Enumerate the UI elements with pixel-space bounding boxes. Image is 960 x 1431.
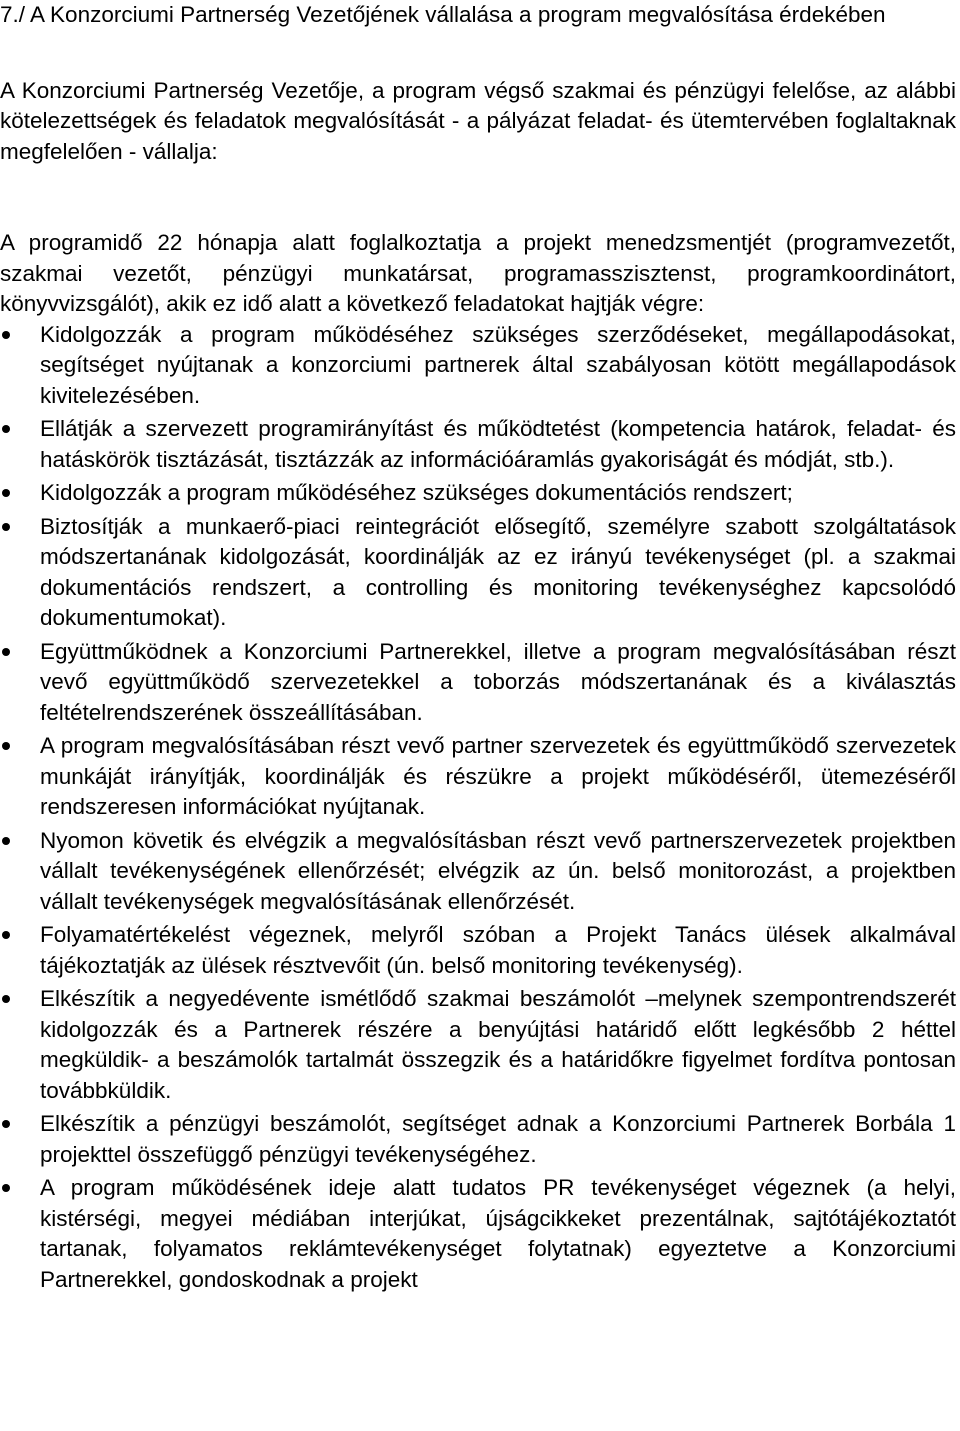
list-item: [0, 1173, 956, 1295]
list-item: [0, 984, 956, 1106]
list-item: [0, 478, 956, 509]
bullet-icon: [2, 931, 10, 939]
list-item-text: A program megvalósításában részt vevő partner szervezetek és együttműködő szervezetek munkáját irányítják, koordinálják és részükre a projekt működéséről, ütemezéséről rendszeresen információkat nyújtanak.: [40, 733, 956, 819]
bullet-icon: [2, 837, 10, 845]
list-item: [0, 826, 956, 918]
bullet-icon: [2, 1120, 10, 1128]
list-item: [0, 920, 956, 981]
list-item: [0, 637, 956, 729]
body-paragraph: A programidő 22 hónapja alatt foglalkoztatja a projekt menedzsmentjét (programvezetőt, szakmai vezetőt, pénzügyi munkatársat, programasszisztenst, programkoordinátort, könyvvizsgálót), akik ez idő alatt a következő feladatokat hajtják végre:: [0, 230, 956, 316]
list-item-text: Biztosítják a munkaerő-piaci reintegrációt elősegítő, személyre szabott szolgáltatások módszertanának kidolgozását, koordinálják az ez irányú tevékenységet (pl. a szakmai dokumentációs rendszert, a controlling és monitoring tevékenységhez kapcsolódó dokumentumokat).: [40, 513, 956, 630]
task-list: [0, 320, 956, 1296]
list-item: [0, 731, 956, 823]
list-item-text: Folyamatértékelést végeznek, melyről szóban a Projekt Tanács ülések alkalmával tájékoztatják az ülések résztvevőit (ún. belső monitoring tevékenység).: [40, 922, 956, 978]
bullet-icon: [2, 995, 10, 1003]
list-item-text: Elkészítik a negyedévente ismétlődő szakmai beszámolót –melynek szempontrendszerét kidolgozzák és a Partnerek részére a benyújtási határidő előtt legkésőbb 2 héttel megküldik- a beszámolók tartalmát összegzik és a határidőkre figyelmet fordítva pontosan továbbküldik.: [40, 986, 956, 1103]
list-item-text: Ellátják a szervezett programirányítást és működtetést (kompetencia határok, feladat- és hatáskörök tisztázását, tisztázzák az információáramlás gyakoriságát és módját, stb.).: [40, 416, 956, 472]
list-item-text: Nyomon követik és elvégzik a megvalósításban részt vevő partnerszervezetek projektben vállalt tevékenységének ellenőrzését; elvégzik az ún. belső monitorozást, a projektben vállalt tevékenységek megvalósításának ellenőrzését.: [40, 827, 956, 914]
list-item: [0, 414, 956, 475]
bullet-icon: [2, 742, 10, 750]
bullet-icon: [2, 1184, 10, 1192]
bullet-icon: [2, 648, 10, 656]
intro-paragraph: A Konzorciumi Partnerség Vezetője, a program végső szakmai és pénzügyi felelőse, az alábbi kötelezettségek és feladatok megvalósítását - a pályázat feladat- és ütemtervében foglaltaknak megfelelően - vállalja:: [0, 77, 956, 164]
bullet-icon: [2, 331, 10, 339]
list-item: [0, 512, 956, 634]
list-item-text: Elkészítik a pénzügyi beszámolót, segítséget adnak a Konzorciumi Partnerek Borbála 1 projekttel összefüggő pénzügyi tevékenységéhez.: [40, 1111, 956, 1167]
list-item-text: Kidolgozzák a program működéséhez szükséges dokumentációs rendszert;: [40, 480, 793, 505]
list-item: [0, 320, 956, 412]
bullet-icon: [2, 425, 10, 433]
list-item-text: Kidolgozzák a program működéséhez szükséges szerződéseket, megállapodásokat, segítséget nyújtanak a konzorciumi partnerek által szabályosan kötött megállapodások kivitelezésében.: [40, 321, 956, 408]
bullet-icon: [2, 489, 10, 497]
list-item-text: Együttműködnek a Konzorciumi Partnerekkel, illetve a program megvalósításában részt vevő együttműködő szervezetekkel a toborzás módszertanának és a kiválasztás feltételrendszerének összeállításában.: [40, 638, 956, 725]
list-item: [0, 1109, 956, 1170]
list-item-text: A program működésének ideje alatt tudatos PR tevékenységet végeznek (a helyi, kistérségi, megyei médiában interjúkat, újságcikkeket prezentálnak, sajtótájékoztatót tartanak, folyamatos reklámtevékenységet folytatnak) egyeztetve a Konzorciumi Partnerekkel, gondoskodnak a projekt: [40, 1175, 956, 1292]
section-heading: 7./ A Konzorciumi Partnerség Vezetőjének vállalása a program megvalósítása érdekében: [0, 2, 886, 27]
bullet-icon: [2, 523, 10, 531]
